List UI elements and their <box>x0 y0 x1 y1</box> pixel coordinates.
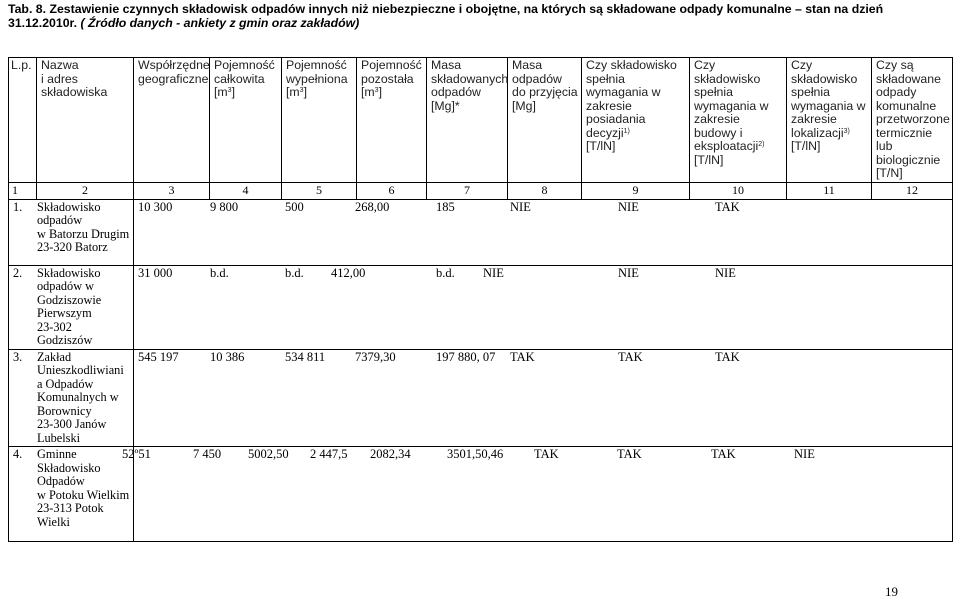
column-numbers-row <box>9 182 953 199</box>
value-total-capacity: 7 450 <box>193 447 222 461</box>
column-number: 6 <box>357 182 427 199</box>
table-row <box>9 447 953 542</box>
column-number: 9 <box>582 182 690 199</box>
value-acceptable-mass: 197 880, 07 <box>436 349 496 364</box>
row-values <box>134 199 953 265</box>
value-coordinates: 52º51 <box>122 447 151 461</box>
value-permit: TAK <box>534 447 559 461</box>
col-coords-header: Współrzędne geograficzne <box>134 58 210 183</box>
value-total-capacity: 545 197 <box>138 349 179 364</box>
column-number: 12 <box>872 182 953 199</box>
col-location-header: Czy składowisko spełnia wymagania w zakresie lokalizacji$^{3)}$ [T/lN] <box>787 58 872 183</box>
column-number: 2 <box>37 182 134 199</box>
value-acceptable-mass: b.d. <box>436 265 455 280</box>
value-stored-mass: 2082,34 <box>370 447 411 461</box>
value-construction: TAK <box>617 447 642 461</box>
col-name-header: Nazwa i adres składowiska <box>37 58 134 183</box>
value-construction: NIE <box>618 265 639 280</box>
value-remaining-capacity: 534 811 <box>285 349 326 364</box>
value-stored-mass: 268,00 <box>355 199 390 214</box>
column-number: 3 <box>134 182 210 199</box>
value-filled-capacity: 5002,50 <box>248 447 289 461</box>
value-stored-mass: 7379,30 <box>355 349 396 364</box>
value-permit: NIE <box>510 199 531 214</box>
col-total-capacity-header: Pojemność całkowita $[m^3]$ <box>210 58 282 183</box>
col-permit-header: Czy składowisko spełnia wymagania w zakresie posiadania decyzji$^{1)}$ [T/lN] <box>582 58 690 183</box>
col-remaining-capacity-header: Pojemność pozostała $[m^3]$ <box>357 58 427 183</box>
value-filled-capacity: b.d. <box>210 265 229 280</box>
value-remaining-capacity: 500 <box>285 199 304 214</box>
caption-title: Tab. 8. Zestawienie czynnych składowisk odpadów innych niż niebezpieczne i obojętne, na których są składowane odpady komunalne – stan na dzień 31.12.2010r. <box>8 2 884 30</box>
value-acceptable-mass: 185 <box>436 199 455 214</box>
table-caption <box>8 3 952 30</box>
value-remaining-capacity: b.d. <box>285 265 304 280</box>
value-filled-capacity: 10 386 <box>210 349 245 364</box>
table-row <box>9 349 953 447</box>
col-filled-capacity-header: Pojemność wypełniona $[m^3]$ <box>282 58 357 183</box>
col-acceptable-mass-header: Masa odpadów do przyjęcia [Mg] <box>508 58 582 183</box>
value-acceptable-mass: 3501,50,46 <box>447 447 504 461</box>
value-stored-mass: 412,00 <box>331 265 366 280</box>
row-values <box>134 349 953 447</box>
col-lp-header: L.p. <box>9 58 37 183</box>
value-location: NIE <box>715 265 736 280</box>
column-number: 10 <box>690 182 787 199</box>
column-number: 5 <box>282 182 357 199</box>
landfill-name-cell: 1. Składowisko odpadów w Batorzu Drugim 23-320 Batorz <box>13 199 130 254</box>
value-filled-capacity: 9 800 <box>210 199 239 214</box>
landfill-name-cell: 3. Zakład Unieszkodliwiani a Odpadów Komunalnych w Borownicy 23-300 Janów Lubelski <box>13 349 124 445</box>
landfill-name-cell: 4. Gminne Składowisko Odpadów w Potoku Wielkim 23-313 Potok Wielki <box>13 447 130 529</box>
col-stored-mass-header: Masa składowanych odpadów [Mg]* <box>427 58 508 183</box>
page-number: 19 <box>885 584 898 599</box>
value-permit: NIE <box>483 265 504 280</box>
row-values <box>122 447 953 542</box>
value-construction: NIE <box>618 199 639 214</box>
table-row <box>9 265 953 349</box>
value-construction: TAK <box>618 349 643 364</box>
header-row <box>9 58 953 183</box>
value-location: TAK <box>715 199 740 214</box>
landfill-name-cell: 2. Składowisko odpadów w Godziszowie Pierwszym 23-302 Godziszów <box>13 265 102 347</box>
value-location: TAK <box>711 447 736 461</box>
col-construction-header: Czy składowisko spełnia wymagania w zakresie budowy i eksploatacji$^{2)}$ [T/lN] <box>690 58 787 183</box>
caption-source: ( Źródło danych - ankiety z gmin oraz zakładów) <box>80 15 360 30</box>
value-total-capacity: 31 000 <box>138 265 173 280</box>
landfill-table <box>8 57 953 542</box>
table-row <box>9 199 953 265</box>
value-permit: TAK <box>510 349 535 364</box>
column-number: 7 <box>427 182 508 199</box>
column-number: 1 <box>9 182 37 199</box>
value-remaining-capacity: 2 447,5 <box>310 447 348 461</box>
column-number: 8 <box>508 182 582 199</box>
value-total-capacity: 10 300 <box>138 199 173 214</box>
col-processed-waste-header: Czy są składowane odpady komunalne przetworzone termicznie lub biologicznie [T/N] <box>872 58 953 183</box>
value-location: TAK <box>715 349 740 364</box>
value-processed-waste: NIE <box>794 447 815 461</box>
column-number: 11 <box>787 182 872 199</box>
row-values <box>134 265 953 349</box>
column-number: 4 <box>210 182 282 199</box>
